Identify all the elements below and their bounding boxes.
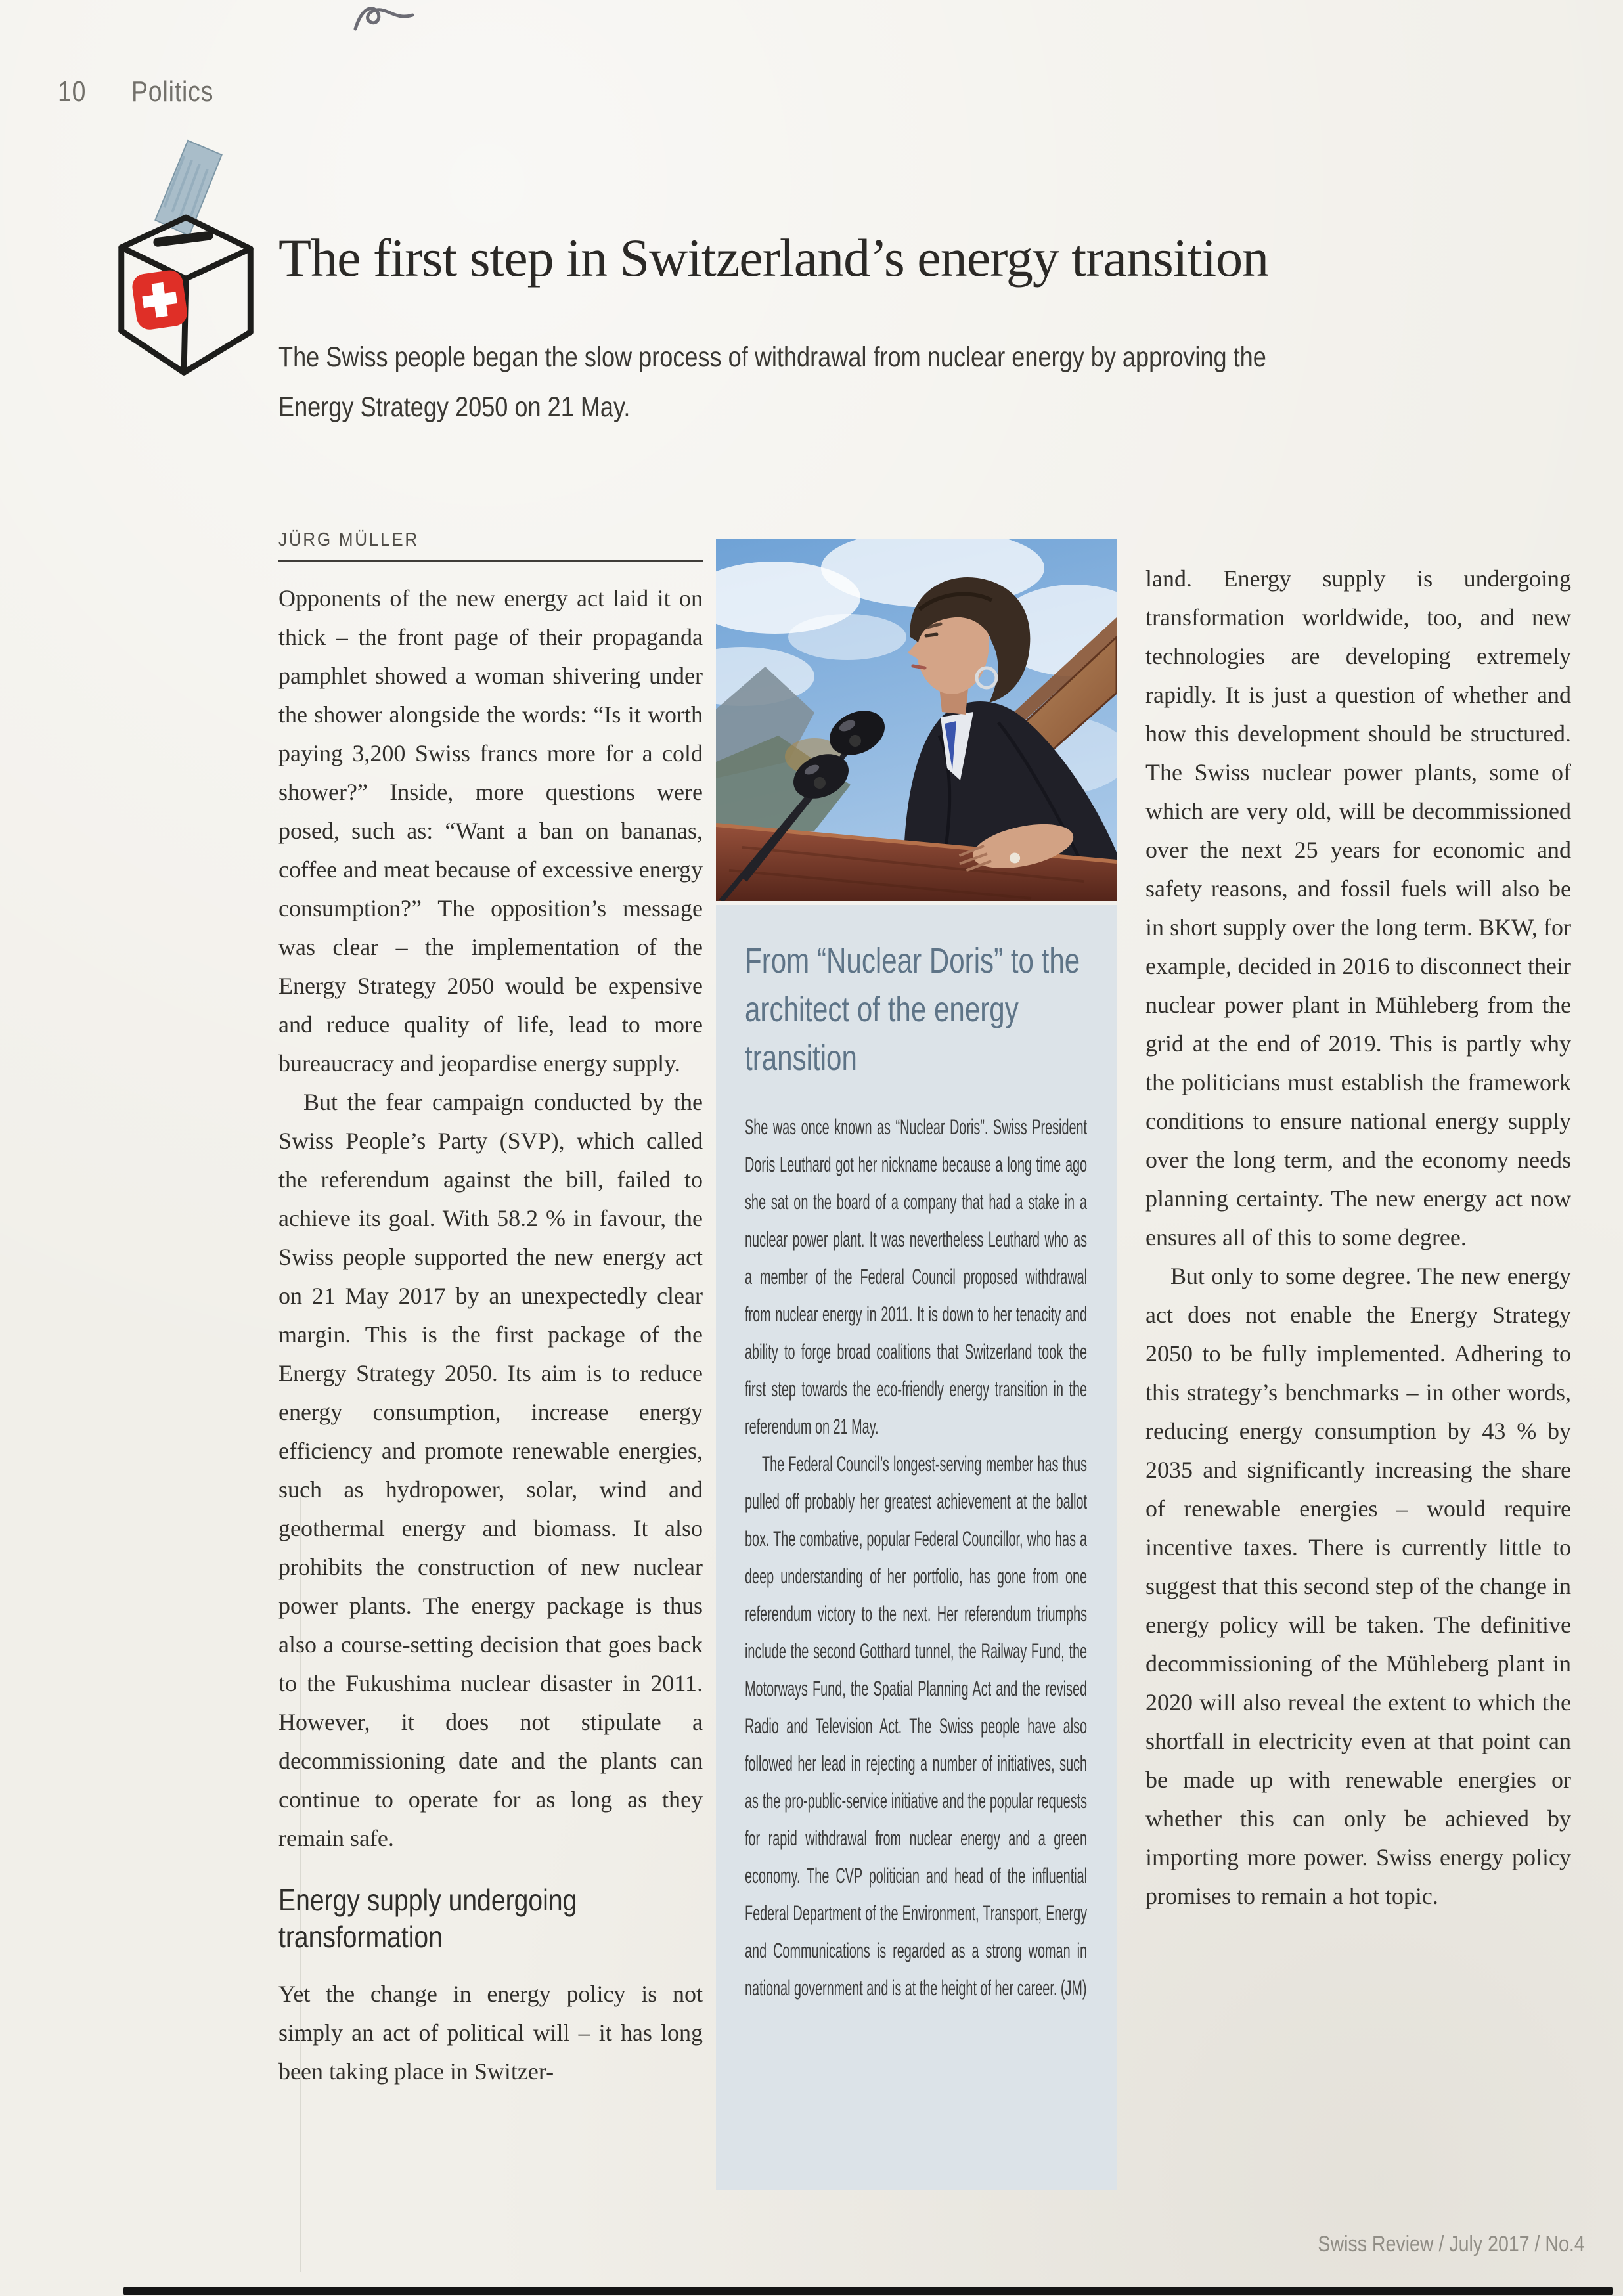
section-label: Politics: [131, 76, 214, 108]
paper-crease: [300, 1497, 301, 2272]
paragraph: But the fear campaign conducted by the Swiss People’s Party (SVP), which called the referendum against the bill, failed to achieve its goal. With 58.2 % in favour, the Swiss people supported the new energy act on 21 May 2017 by an unexpectedly clear margin. This is the first package of the Energy Strategy 2050. Its aim is to reduce energy consumption, increase energy efficiency and promote renewable energies, such as hydropower, solar, wind and geothermal energy and biomass. It also prohibits the construction of new nuclear power plants. The energy package is thus also a course-setting decision that goes back to the Fukushima nuclear disaster in 2011. However, it does not stipulate a decommissioning date and the plants can continue to operate for as long as they remain safe.: [278, 1089, 703, 1851]
paragraph: She was once known as “Nuclear Doris”. Swiss President Doris Leuthard got her nickname because a long time ago she sat on the board of a company that had a stake in a nuclear power plant. It was nevertheless Leuthard who as a member of the Federal Council proposed withdrawal from nuclear energy in 2011. It is down to her tenacity and ability to forge broad coalitions that Switzerland took the first step towards the eco-friendly energy transition in the referendum on 21 May.: [745, 1115, 1088, 1438]
paragraph: The Federal Council’s longest-serving member has thus pulled off probably her greatest achievement at the ballot box. The combative, popular Federal Councillor, who has a deep understanding of her portfolio, has gone from one referendum victory to the next. Her referendum triumphs include the second Gotthard tunnel, the Railway Fund, the Motorways Fund, the Spatial Planning Act and the revised Radio and Television Act. The Swiss people have also followed her lead in rejecting a number of initiatives, such as the pro-public-service initiative and the popular requests for rapid withdrawal from nuclear energy and a green economy. The CVP politician and head of the influential Federal Department of the Environment, Transport, Energy and Communications is regarded as a strong woman in national government and is at the height of her career. (JM): [745, 1452, 1088, 2000]
column-1-paragraphs-continued: [278, 1975, 703, 2091]
paragraph: But only to some degree. The new energy act does not enable the Energy Strategy 2050 to be fully implemented. Adhering to this strategy’s benchmarks – in other words, reducing energy consumption by 43 % by 2035 and significantly increasing the share of renewable energies – would require incentive taxes. There is currently little to suggest that this second step of the change in energy policy will be taken. The definitive decommissioning of the Mühleberg plant in 2020 will also reveal the extent to which the shortfall in electricity even at that point can be made up with renewable energies or whether this can only be achieved by importing more power. Swiss energy policy promises to remain a hot topic.: [1145, 1263, 1571, 1909]
paragraph: land. Energy supply is undergoing transformation worldwide, too, and new technologies are developing extremely rapidly. It is just a question of whether and how this development should be structured. The Swiss nuclear power plants, some of which are very old, will be decommissioned over the next 25 years for economic and safety reasons, and fossil fuels will also be in short supply over the long term. BKW, for example, decided in 2016 to disconnect their nuclear power plant in Mühleberg from the grid at the end of 2019. This is partly why the politicians must establish the framework conditions to ensure national energy supply over the long term, and the economy needs planning certainty. The new energy act now ensures all of this to some degree.: [1145, 565, 1571, 1250]
sidebar-box: [716, 905, 1117, 2190]
page-bottom-edge: [123, 2287, 1613, 2295]
sidebar-paragraphs: [745, 1109, 1087, 2007]
article-lede: The Swiss people began the slow process of withdrawal from nuclear energy by approving the Energy Strategy 2050 on 21 May.: [278, 342, 1266, 423]
article-column-3: [1145, 560, 1571, 1916]
article-photo: [716, 539, 1117, 901]
ballot-box-icon: [110, 137, 265, 394]
article-title: The first step in Switzerland’s energy transition: [278, 228, 1269, 288]
issue-footer: Swiss Review / July 2017 / No.4: [1318, 2232, 1585, 2257]
paragraph: Yet the change in energy policy is not simply an act of political will – it has long been taking place in Switzer-: [278, 1981, 703, 2085]
column-1-paragraphs: [278, 579, 703, 1858]
author-byline: JÜRG MÜLLER: [278, 529, 419, 550]
paragraph: Opponents of the new energy act laid it on thick – the front page of their propaganda pamphlet showed a woman shivering under the shower alongside the words: “Is it worth paying 3,200 Swiss francs more for a cold shower?” Inside, more questions were posed, such as: “Want a ban on bananas, coffee and meat because of excessive energy consumption?” The opposition’s message was clear – the implementation of the Energy Strategy 2050 would be expensive and reduce quality of life, lead to more bureaucracy and jeopardise energy supply.: [278, 585, 703, 1076]
sidebar-heading: From “Nuclear Doris” to the architect of the energy transition: [745, 941, 1080, 1078]
article-column-1: [278, 529, 703, 2091]
column-1-subheading: Energy supply undergoing transformation: [278, 1883, 577, 1954]
byline-rule: [278, 560, 703, 562]
pen-scribble-mark: [351, 1, 417, 37]
page-number: 10: [58, 76, 87, 108]
